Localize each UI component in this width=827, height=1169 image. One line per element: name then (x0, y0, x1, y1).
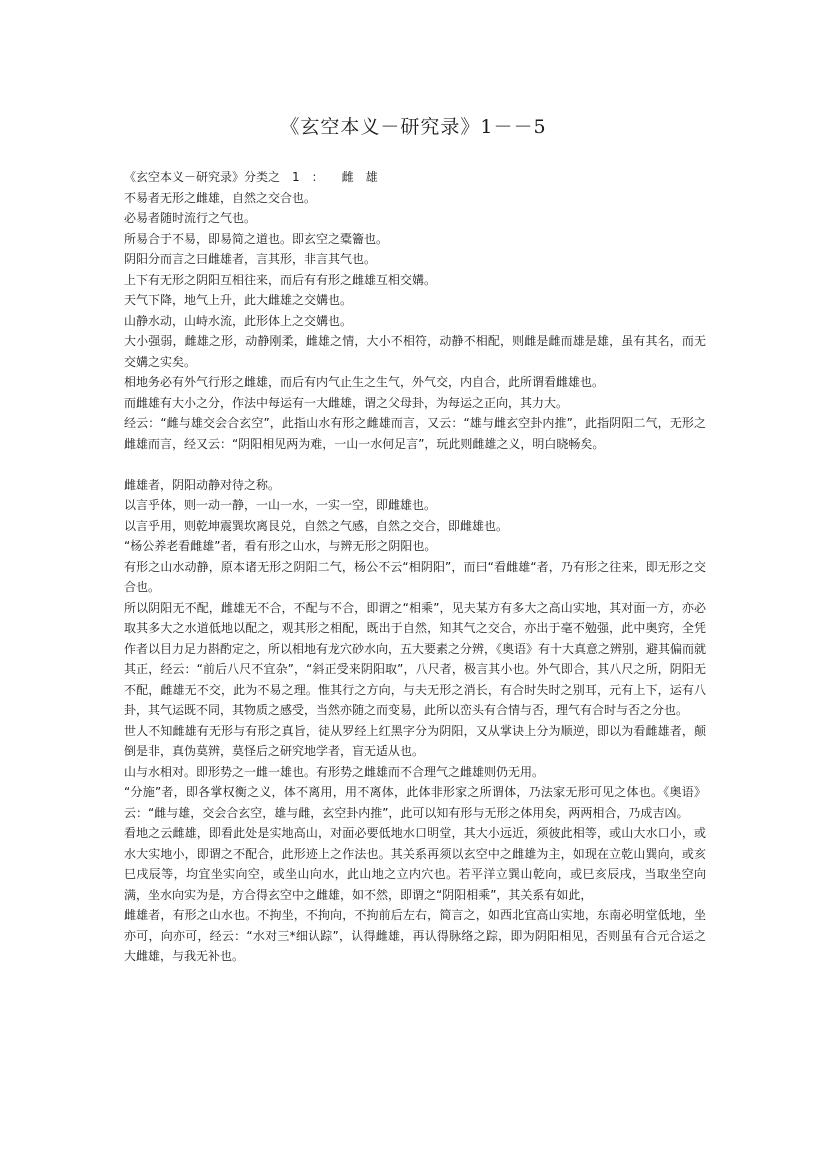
paragraph: 经云：“雌与雄交会合玄空”，此指山水有形之雌雄而言，又云：“雄与雌玄空卦内推”，此指阴阳二气，无形之雌雄而言，经又云：“阴阳相见两为难，一山一水何足言”，玩此则雌雄之义，明白晓畅矣。 (124, 416, 706, 451)
paragraph: 看地之云雌雄，即看此处是实地高山，对面必要低地水口明堂，其大小远近，须彼此相等，或山大水口小，或水大实地小，即谓之不配合，此形迹上之作法也。其关系再须以玄空中之雌雄为主，如现在立乾山巽向，或亥巳戌辰等，均宜坐实向空，或坐山向水，此山地之立内穴也。若平洋立巽山乾向，或巳亥辰戌，当取坐空向满，坐水向实为是，方合得玄空中之雌雄，如不然，即谓之“阴阳相乘”，其关系有如此， (124, 826, 706, 902)
document-title: 《玄空本义－研究录》1－－5 (280, 116, 547, 138)
paragraph: 天气下降，地气上升，此大雌雄之交媾也。 (124, 293, 353, 307)
paragraph: 以言乎用，则乾坤震巽坎离艮兑，自然之气感，自然之交合，即雌雄也。 (124, 518, 509, 533)
blank-line (124, 454, 706, 475)
paragraph: 所易合于不易，即易简之道也。即玄空之橐籥也。 (124, 231, 389, 246)
paragraph: 雌雄者，阴阳动静对待之称。 (124, 477, 281, 492)
paragraph: 大小强弱，雌雄之形，动静刚柔，雌雄之情，大小不相符，动静不相配，则雌是雌而雄是雄，虽有其名，而无交媾之实矣。 (124, 334, 706, 369)
paragraph: 阴阳分而言之曰雌雄者，言其形，非言其气也。 (124, 252, 377, 266)
paragraph: 而雌雄有大小之分，作法中每运有一大雌雄，谓之父母卦，为每运之正向，其力大。 (124, 395, 569, 410)
paragraph: “分施”者，即各掌权衡之义，体不离用，用不离体，此体非形家之所谓体，乃法家无形可见之体也。《奥语》云：“雌与雄，交会合玄空，雄与雌，玄空卦内推”，此可以知有形与无形之体用矣，两两相合，乃成吉凶。 (124, 785, 706, 820)
document-body (124, 167, 706, 967)
paragraph: 有形之山水动静，原本诸无形之阴阳二气，杨公不云“相阴阳”，而曰“看雌雄“者，乃有形之往来，即无形之交合也。 (124, 559, 706, 594)
paragraph: 世人不知雌雄有无形与有形之真旨，徒从罗经上红黑字分为阴阳，又从掌诀上分为顺逆，即以为看雌雄者，颠倒是非，真伪莫辨，莫怪后之研究地学者，盲无适从也。 (124, 723, 706, 758)
paragraph: 雌雄者，有形之山水也。不拘坐，不拘向，不拘前后左右，简言之，如西北宜高山实地，东南必明堂低地，坐亦可，向亦可，经云：“水对三*细认踪”，认得雌雄，再认得脉络之踪，即为阴阳相见，否则虽有合元合运之大雌雄，与我无补也。 (124, 908, 706, 963)
paragraph: 所以阴阳无不配，雌雄无不合，不配与不合，即谓之“相乘”，见夫某方有多大之高山实地，其对面一方，亦必取其多大之水道低地以配之，观其形之相配，既出于自然，知其气之交合，亦出于毫不勉强，此中奥窍，全凭作者以目力足力斟酌定之，所以相地有龙穴砂水向，五大要素之分辨，《奥语》有十大真意之辨别，避其偏而就其正，经云：“前后八尺不宜杂”，“斜正受来阴阳取”，八尺者，极言其小也。外气即合，其八尺之所，阴阳无不配，雌雄无不交，此为不易之理。惟其行之方向，与夫无形之消长，有合时失时之别耳，元有上下，运有八卦，其气运既不同，其物质之感受，当然亦随之而变易，此所以峦头有合情与否，理气有合时与否之分也。 (124, 600, 707, 717)
paragraph: 相地务必有外气行形之雌雄，而后有内气止生之生气，外气交，内自合，此所谓看雌雄也。 (124, 375, 605, 389)
paragraph: 不易者无形之雌雄，自然之交合也。 (124, 190, 317, 205)
paragraph: 以言乎体，则一动一静，一山一水，一实一空，即雌雄也。 (124, 498, 437, 512)
paragraph: 上下有无形之阴阳互相往来，而后有有形之雌雄互相交媾。 (124, 272, 437, 287)
paragraph: “杨公养老看雌雄”者，看有形之山水，与辨无形之阴阳也。 (124, 539, 437, 553)
paragraph: 山与水相对。即形势之一雌一雄也。有形势之雌雄而不合理气之雌雄则仍无用。 (124, 764, 545, 779)
heading-line: 《玄空本义－研究录》分类之 1 ： 雌 雄 (124, 170, 378, 184)
paragraph: 必易者随时流行之气也。 (124, 211, 257, 225)
paragraph: 山静水动，山峙水流，此形体上之交媾也。 (124, 313, 353, 328)
